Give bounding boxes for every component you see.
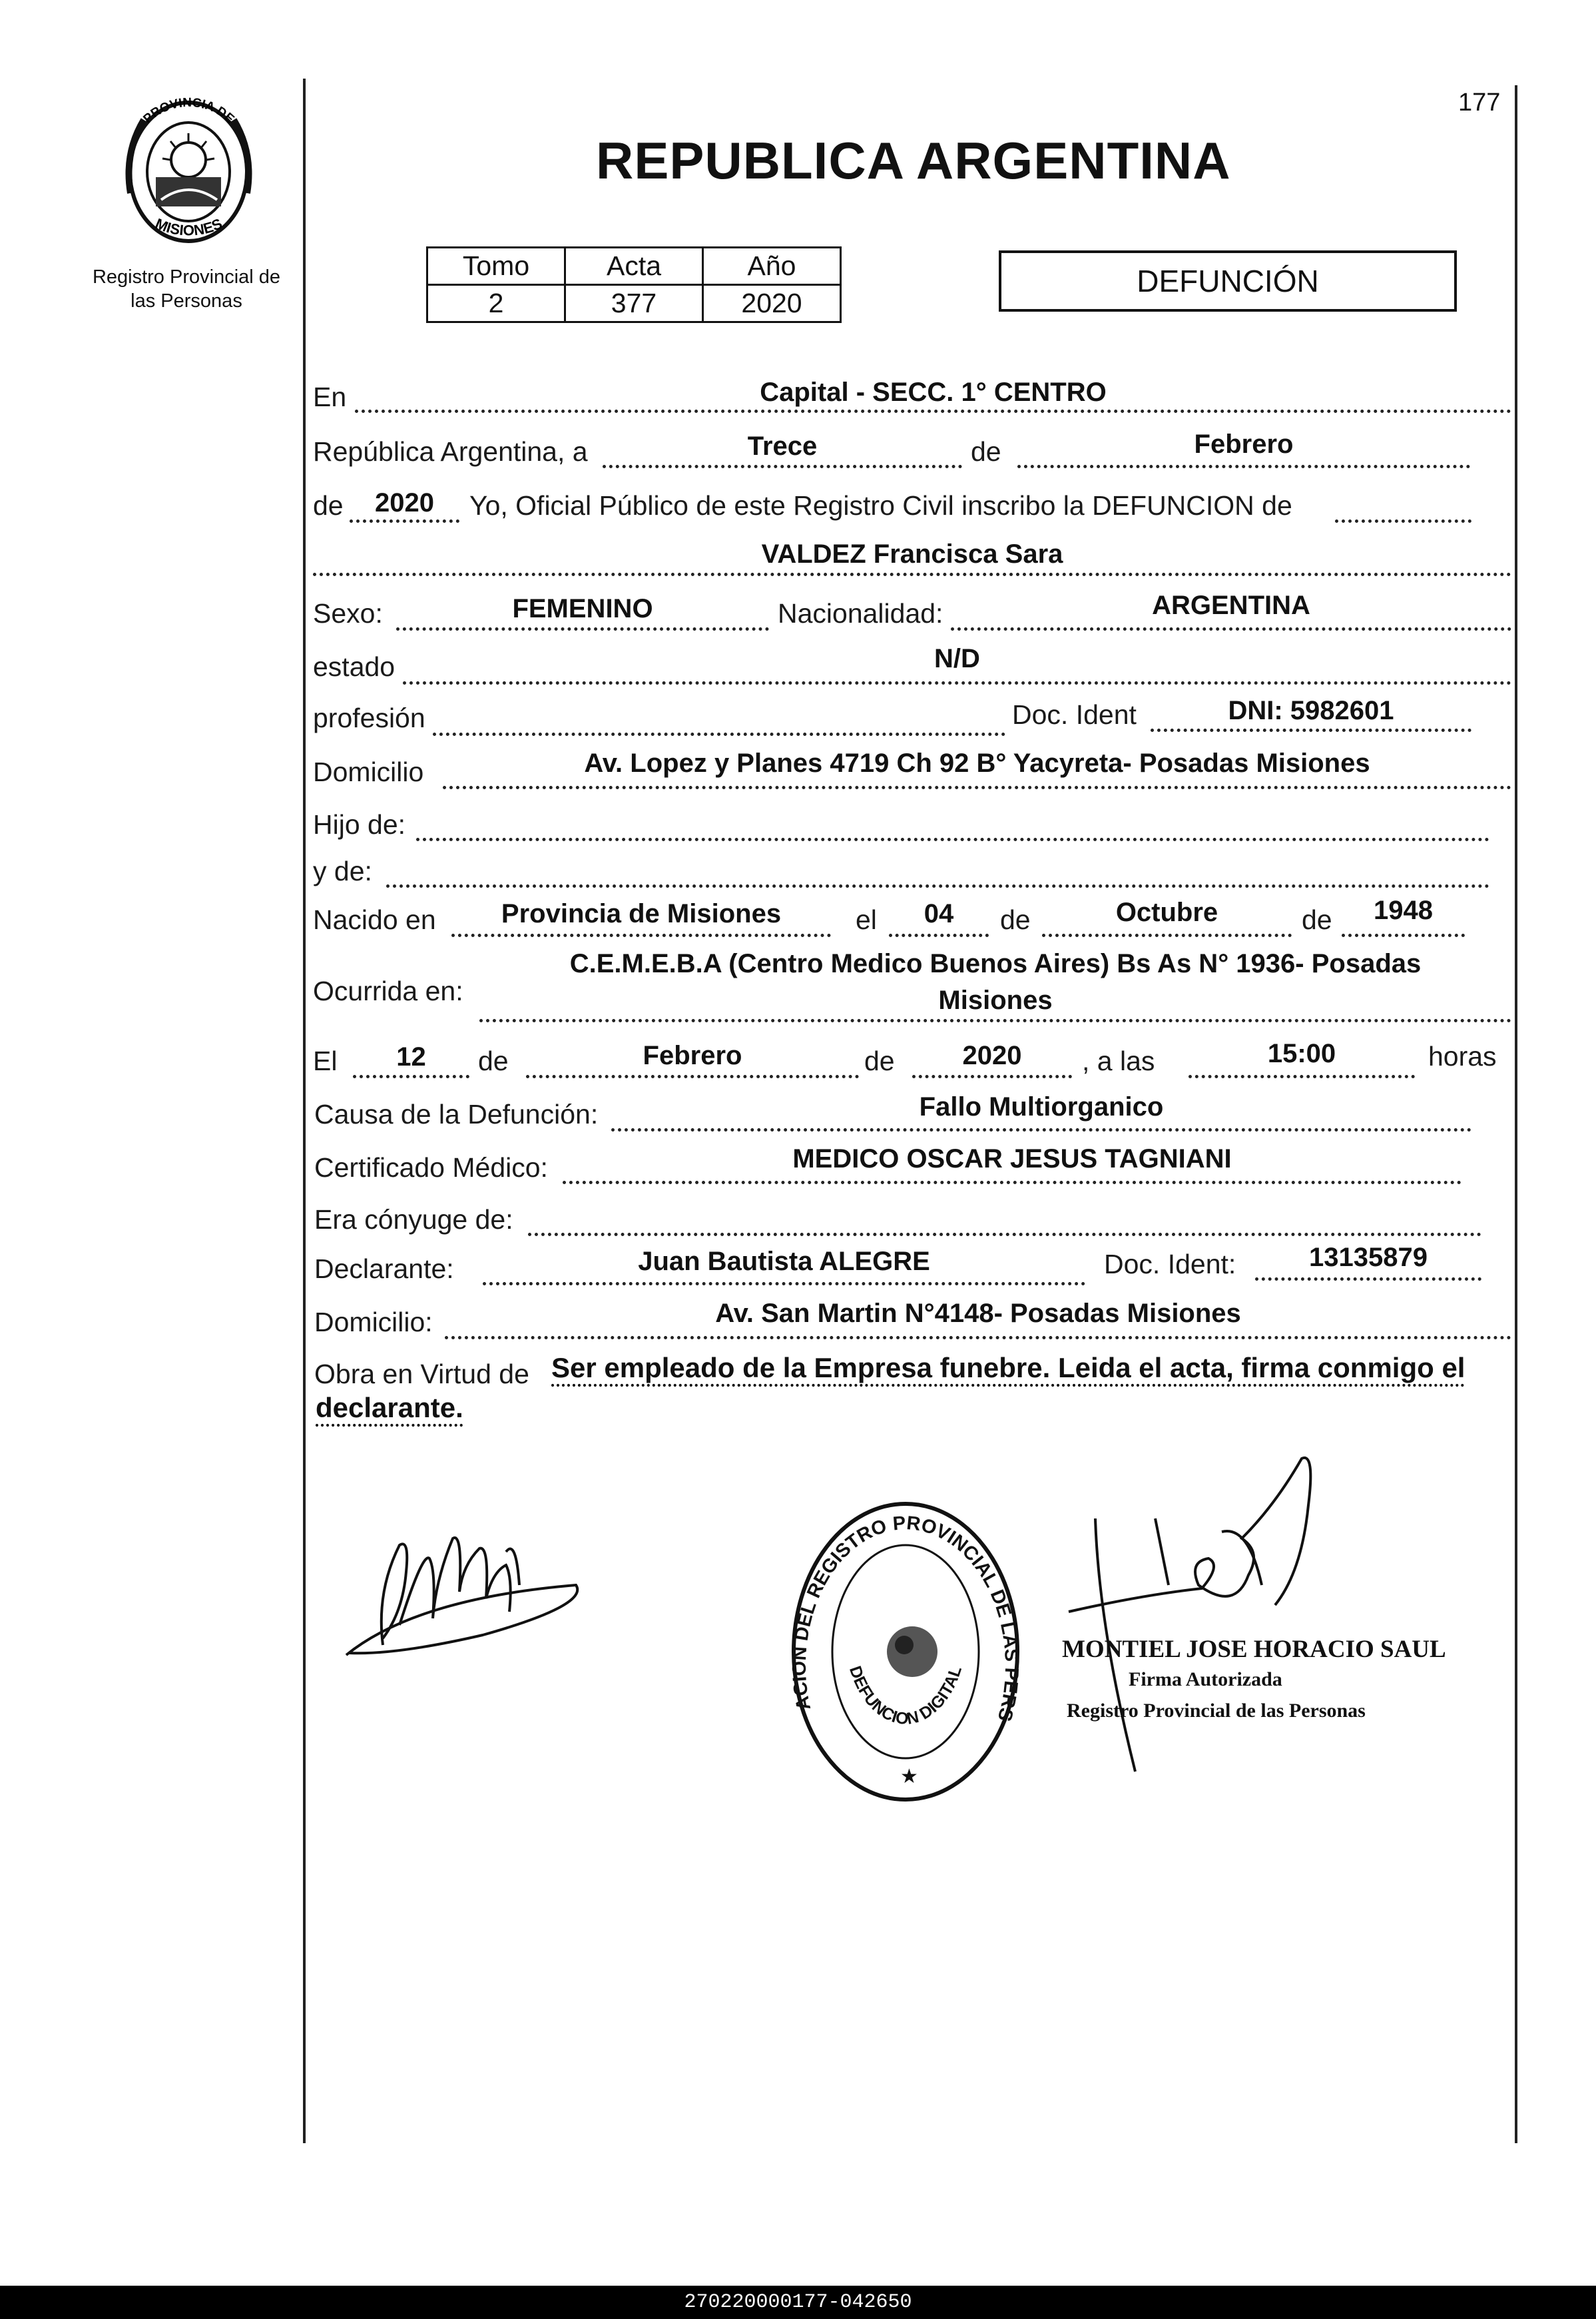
official-org: Registro Provincial de las Personas [1067, 1700, 1366, 1722]
doc-ident-label: Doc. Ident [1012, 699, 1137, 730]
death-year-line [912, 1075, 1072, 1078]
nacionalidad-value: ARGENTINA [1152, 591, 1310, 620]
document-type-box: DEFUNCIÓN [999, 250, 1457, 312]
sexo-value: FEMENINO [512, 594, 653, 623]
birth-month-line [1042, 934, 1292, 937]
declarant-signature [336, 1512, 589, 1665]
right-margin-rule [1515, 85, 1517, 2143]
domicilio2-label: Domicilio: [314, 1307, 433, 1337]
official-stamp [786, 1495, 1025, 1808]
el-label: el [856, 904, 877, 935]
yde-line [386, 884, 1489, 888]
en-line [355, 410, 1511, 413]
left-margin-rule [303, 79, 306, 2143]
crest-text-top: PROVINCIA DE [140, 95, 237, 127]
de-label-1: de [971, 436, 1001, 467]
domicilio-label: Domicilio [313, 757, 424, 787]
ocurrida-line1: C.E.M.E.B.A (Centro Medico Buenos Aires) Bs As N° 1936- Posadas [569, 949, 1422, 978]
death-time-value: 15:00 [1267, 1039, 1336, 1068]
inscribo-line [1335, 519, 1471, 523]
birth-year-value: 1948 [1374, 896, 1433, 925]
doc-ident2-label: Doc. Ident: [1104, 1249, 1236, 1279]
death-time-line [1189, 1075, 1415, 1078]
certificado-label: Certificado Médico: [314, 1152, 548, 1183]
official-role: Firma Autorizada [1129, 1668, 1282, 1690]
causa-value: Fallo Multiorganico [919, 1092, 1164, 1122]
registry-name [73, 265, 300, 313]
death-year-value: 2020 [962, 1041, 1022, 1070]
death-day-value: 12 [396, 1042, 426, 1072]
stamp-outer-text: ACION DEL REGISTRO PROVINCIAL DE LAS PERS [788, 1512, 1023, 1724]
declarante-line [483, 1282, 1085, 1285]
birth-day-value: 04 [924, 899, 954, 928]
conyuge-line [528, 1233, 1481, 1236]
domicilio-value: Av. Lopez y Planes 4719 Ch 92 B° Yacyreta- Posadas Misiones [584, 749, 1370, 778]
svg-text:DELEGACION DEL REGISTRO PROVIN [786, 1495, 1022, 1724]
registry-name-line1: Registro Provincial de [92, 266, 281, 288]
hijo-line [416, 838, 1489, 841]
estado-line [403, 681, 1511, 685]
de-label-4: de [1302, 904, 1332, 935]
de-label-6: de [864, 1046, 895, 1076]
death-month-line [526, 1075, 859, 1078]
causa-label: Causa de la Defunción: [314, 1099, 599, 1130]
page-title: REPUBLICA ARGENTINA [596, 131, 1231, 190]
estado-label: estado [313, 651, 396, 682]
death-day-line [353, 1075, 469, 1078]
death-month-value: Febrero [643, 1041, 742, 1070]
table-header-tomo: Tomo [427, 248, 565, 285]
obra-label: Obra en Virtud de [314, 1359, 529, 1389]
conyuge-label: Era cónyuge de: [314, 1204, 513, 1235]
horas-label: horas [1428, 1041, 1497, 1072]
domicilio-line [443, 786, 1511, 789]
crest-text-bottom: MISIONES [152, 214, 225, 239]
certificado-line [563, 1181, 1462, 1184]
nacido-label: Nacido en [313, 904, 436, 935]
estado-value: N/D [934, 644, 980, 673]
registry-name-line2: las Personas [131, 290, 242, 312]
el2-label: El [313, 1046, 338, 1076]
domicilio2-line [445, 1336, 1511, 1339]
stamp-inner-text: DEFUNCION DIGITAL [845, 1663, 966, 1729]
ocurrida-line [479, 1019, 1511, 1022]
nacionalidad-line [951, 627, 1511, 631]
ocurrida-line2: Misiones [938, 986, 1053, 1015]
table-header-anio: Año [703, 248, 841, 285]
hijo-label: Hijo de: [313, 809, 406, 840]
name-line [313, 573, 1511, 576]
obra-line2: declarante. [316, 1392, 463, 1423]
table-header-acta: Acta [565, 248, 703, 285]
day-line [603, 465, 962, 468]
de-label-5: de [478, 1046, 509, 1076]
ocurrida-label: Ocurrida en: [313, 976, 463, 1006]
en-value: Capital - SECC. 1° CENTRO [760, 378, 1107, 407]
republica-label: República Argentina, a [313, 436, 588, 467]
profesion-label: profesión [313, 703, 425, 733]
alas-label: , a las [1082, 1046, 1155, 1076]
footer-code: 270220000177-042650 [0, 2286, 1596, 2319]
table-value-anio: 2020 [703, 285, 841, 322]
nacionalidad-label: Nacionalidad: [778, 598, 943, 629]
sexo-line [396, 627, 769, 631]
month-value: Febrero [1194, 430, 1294, 459]
day-value: Trece [747, 432, 818, 461]
nacido-line [451, 934, 831, 937]
province-crest [117, 93, 260, 253]
svg-text:★: ★ [900, 1766, 918, 1788]
causa-line [611, 1128, 1471, 1132]
doc-ident2-line [1255, 1277, 1481, 1281]
declarante-label: Declarante: [314, 1253, 454, 1284]
de-label-3: de [1000, 904, 1031, 935]
birth-day-line [889, 934, 989, 937]
birth-year-line [1342, 934, 1465, 937]
birth-month-value: Octubre [1115, 898, 1218, 927]
de-label-2: de [313, 490, 344, 521]
official-signature [1062, 1452, 1328, 1785]
yde-label: y de: [313, 856, 372, 886]
table-value-acta: 377 [565, 285, 703, 322]
page-number: 177 [1458, 89, 1501, 117]
official-name: MONTIEL JOSE HORACIO SAUL [1062, 1636, 1446, 1663]
certificado-value: MEDICO OSCAR JESUS TAGNIANI [792, 1144, 1232, 1173]
domicilio2-value: Av. San Martin N°4148- Posadas Misiones [715, 1299, 1241, 1328]
year-value: 2020 [375, 488, 434, 517]
doc-ident-value: DNI: 5982601 [1228, 696, 1394, 725]
doc-ident2-value: 13135879 [1309, 1243, 1428, 1272]
en-label: En [313, 382, 347, 412]
year-line [350, 519, 459, 523]
profesion-line [433, 733, 1005, 736]
nacido-value: Provincia de Misiones [501, 899, 782, 928]
obra-line1: Ser empleado de la Empresa funebre. Leida el acta, firma conmigo el [551, 1352, 1465, 1383]
doc-ident-line [1151, 729, 1471, 732]
table-value-tomo: 2 [427, 285, 565, 322]
sexo-label: Sexo: [313, 598, 383, 629]
inscribo-text: Yo, Oficial Público de este Registro Civil inscribo la DEFUNCION de [469, 490, 1292, 521]
registry-table [426, 246, 842, 323]
month-line [1017, 465, 1470, 468]
declarante-value: Juan Bautista ALEGRE [638, 1247, 930, 1276]
deceased-name: VALDEZ Francisca Sara [761, 539, 1063, 569]
